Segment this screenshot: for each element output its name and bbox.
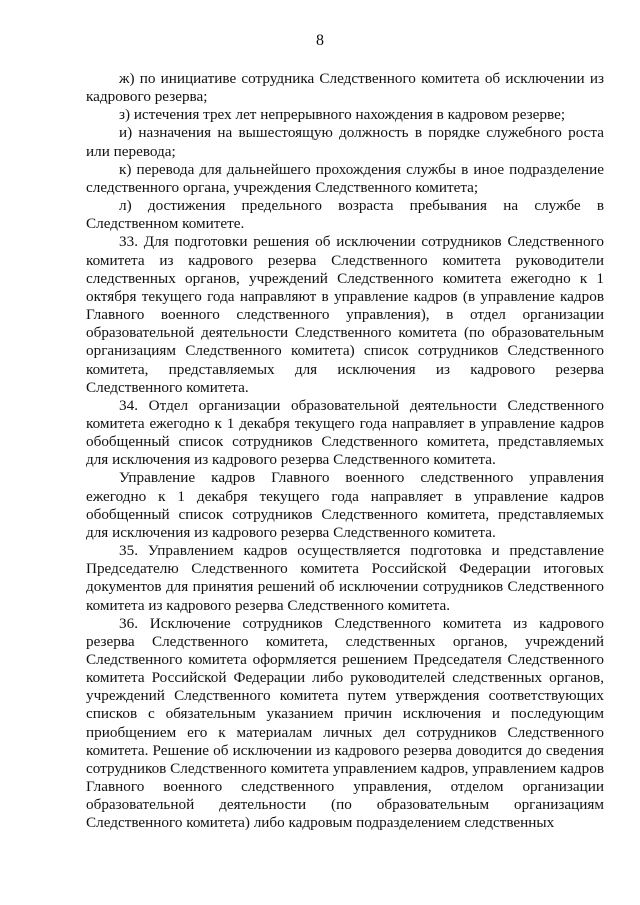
list-item-i: и) назначения на вышестоящую должность в порядке служебного роста или перевода; xyxy=(86,124,604,160)
document-body xyxy=(86,70,604,833)
list-item-z: з) истечения трех лет непрерывного нахождения в кадровом резерве; xyxy=(119,106,566,124)
paragraph-34-continued: Управление кадров Главного военного следственного управления ежегодно к 1 декабря текущего года направляет в управление кадров обобщенный список сотрудников Следственного комитета, представляемых для исключения из кадрового резерва Следственного комитета. xyxy=(86,469,604,541)
list-item-k: к) перевода для дальнейшего прохождения службы в иное подразделение следственного органа, учреждения Следственного комитета; xyxy=(86,160,604,196)
page-number: 8 xyxy=(316,32,324,49)
paragraph-36: 36. Исключение сотрудников Следственного комитета из кадрового резерва Следственного комитета, следственных органов, учреждений Следственного комитета оформляется решением Председателя Следственного комитета Российской Федерации либо руководителей следственных органов, учреждений Следственного комитета путем утверждения соответствующих списков с обязательным указанием причин исключения и последующим приобщением его к материалам личных дел сотрудников Следственного комитета. Решение об исключении из кадрового резерва доводится до сведения сотрудников Следственного комитета управлением кадров, управлением кадров Главного военного следственного управления, отделом организации образовательной деятельности (по образовательным организациям Следственного комитета) либо кадровым подразделением следственных xyxy=(86,614,604,832)
paragraph-34: 34. Отдел организации образовательной деятельности Следственного комитета ежегодно к 1 декабря текущего года направляет в управление кадров обобщенный список сотрудников Следственного комитета, представляемых для исключения из кадрового резерва Следственного комитета. xyxy=(86,396,604,469)
list-item-l: л) достижения предельного возраста пребывания на службе в Следственном комитете. xyxy=(86,197,604,233)
paragraph-33: 33. Для подготовки решения об исключении сотрудников Следственного комитета из кадрового резерва Следственного комитета руководители следственных органов, учреждений Следственного комитета ежегодно к 1 октября текущего года направляют в управление кадров (в управление кадров Главного военного следственного управления), в отдел организации образовательной деятельности Следственного комитета (по образовательным организациям Следственного комитета) список сотрудников Следственного комитета, представляемых для исключения из кадрового резерва Следственного комитета. xyxy=(86,233,604,396)
paragraph-35: 35. Управлением кадров осуществляется подготовка и представление Председателю Следственного комитета Российской Федерации итоговых документов для принятия решений об исключении сотрудников Следственного комитета из кадрового резерва Следственного комитета. xyxy=(86,542,604,614)
list-item-zh: ж) по инициативе сотрудника Следственного комитета об исключении из кадрового резерва; xyxy=(86,70,604,106)
